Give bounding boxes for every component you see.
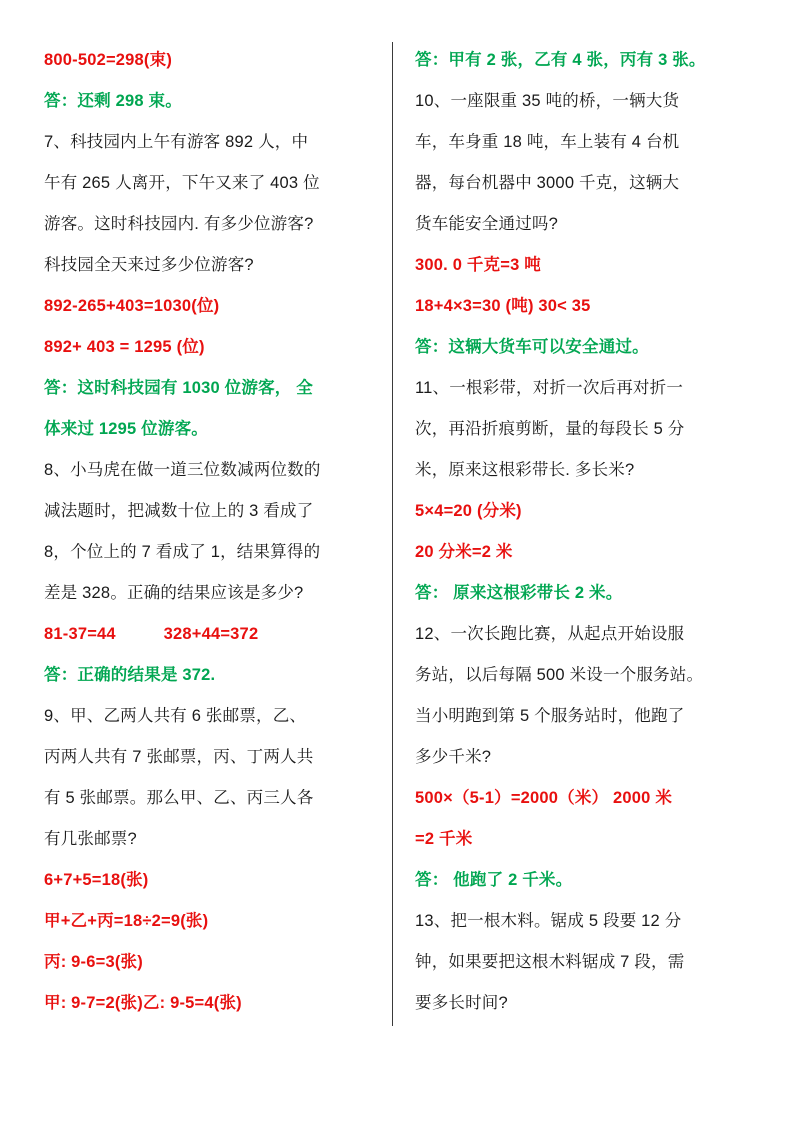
- right-question-line: 次，再沿折痕剪断，量的每段长 5 分: [415, 420, 685, 438]
- right-work-line: 300. 0 千克=3 吨: [415, 256, 541, 274]
- right-work-line: =2 千米: [415, 830, 473, 848]
- right-question-line: 器，每台机器中 3000 千克，这辆大: [415, 174, 680, 192]
- right-answer-line: 答： 他跑了 2 千米。: [415, 871, 573, 889]
- left-work-line: 甲+乙+丙=18÷2=9(张): [44, 912, 209, 930]
- left-answer-line: 答：还剩 298 束。: [44, 92, 182, 110]
- right-answer-line: 答： 原来这根彩带长 2 米。: [415, 584, 623, 602]
- left-question-line: 8，个位上的 7 看成了 1，结果算得的: [44, 543, 321, 561]
- right-question-line: 10、一座限重 35 吨的桥，一辆大货: [415, 92, 680, 110]
- left-question-line: 午有 265 人离开，下午又来了 403 位: [44, 174, 320, 192]
- left-answer-line: 答：正确的结果是 372.: [44, 666, 216, 684]
- left-question-line: 有几张邮票?: [44, 830, 137, 848]
- right-answer-line: 答：这辆大货车可以安全通过。: [415, 338, 649, 356]
- left-work-line: 81-37=44 328+44=372: [44, 625, 259, 643]
- left-question-line: 有 5 张邮票。那么甲、乙、丙三人各: [44, 789, 314, 807]
- right-answer-line: 答：甲有 2 张，乙有 4 张，丙有 3 张。: [415, 51, 706, 69]
- right-work-line: 500×（5-1）=2000（米） 2000 米: [415, 789, 673, 807]
- left-answer-line: 答：这时科技园有 1030 位游客， 全: [44, 379, 313, 397]
- right-question-line: 米，原来这根彩带长. 多长米?: [415, 461, 635, 479]
- right-question-line: 要多长时间?: [415, 994, 508, 1012]
- left-question-line: 丙两人共有 7 张邮票，丙、丁两人共: [44, 748, 314, 766]
- right-question-line: 11、一根彩带，对折一次后再对折一: [415, 379, 684, 397]
- left-work-line: 6+7+5=18(张): [44, 871, 149, 889]
- left-question-line: 科技园全天来过多少位游客?: [44, 256, 254, 274]
- left-work-line: 丙: 9-6=3(张): [44, 953, 143, 971]
- left-question-line: 差是 328。正确的结果应该是多少?: [44, 584, 304, 602]
- right-question-line: 12、一次长跑比赛，从起点开始设服: [415, 625, 685, 643]
- left-question-line: 9、甲、乙两人共有 6 张邮票，乙、: [44, 707, 307, 725]
- right-question-line: 当小明跑到第 5 个服务站时，他跑了: [415, 707, 685, 725]
- left-answer-line: 体来过 1295 位游客。: [44, 420, 208, 438]
- right-question-line: 货车能安全通过吗?: [415, 215, 558, 233]
- left-question-line: 8、小马虎在做一道三位数减两位数的: [44, 461, 321, 479]
- right-question-line: 务站，以后每隔 500 米设一个服务站。: [415, 666, 704, 684]
- left-question-line: 7、科技园内上午有游客 892 人，中: [44, 133, 309, 151]
- left-question-line: 减法题时，把减数十位上的 3 看成了: [44, 502, 314, 520]
- left-work-line: 892-265+403=1030(位): [44, 297, 220, 315]
- left-work-line: 800-502=298(束): [44, 51, 173, 69]
- left-column: [44, 40, 392, 1024]
- right-question-line: 车，车身重 18 吨，车上装有 4 台机: [415, 133, 680, 151]
- left-work-line: 甲: 9-7=2(张)乙: 9-5=4(张): [44, 994, 242, 1012]
- right-question-line: 多少千米?: [415, 748, 492, 766]
- right-work-line: 18+4×3=30 (吨) 30< 35: [415, 297, 591, 315]
- right-question-line: 钟，如果要把这根木料锯成 7 段，需: [415, 953, 685, 971]
- left-work-line: 892+ 403 = 1295 (位): [44, 338, 205, 356]
- left-question-line: 游客。这时科技园内. 有多少位游客?: [44, 215, 314, 233]
- right-work-line: 20 分米=2 米: [415, 543, 513, 561]
- right-question-line: 13、把一根木料。锯成 5 段要 12 分: [415, 912, 682, 930]
- right-column: [393, 40, 741, 1024]
- right-work-line: 5×4=20 (分米): [415, 502, 522, 520]
